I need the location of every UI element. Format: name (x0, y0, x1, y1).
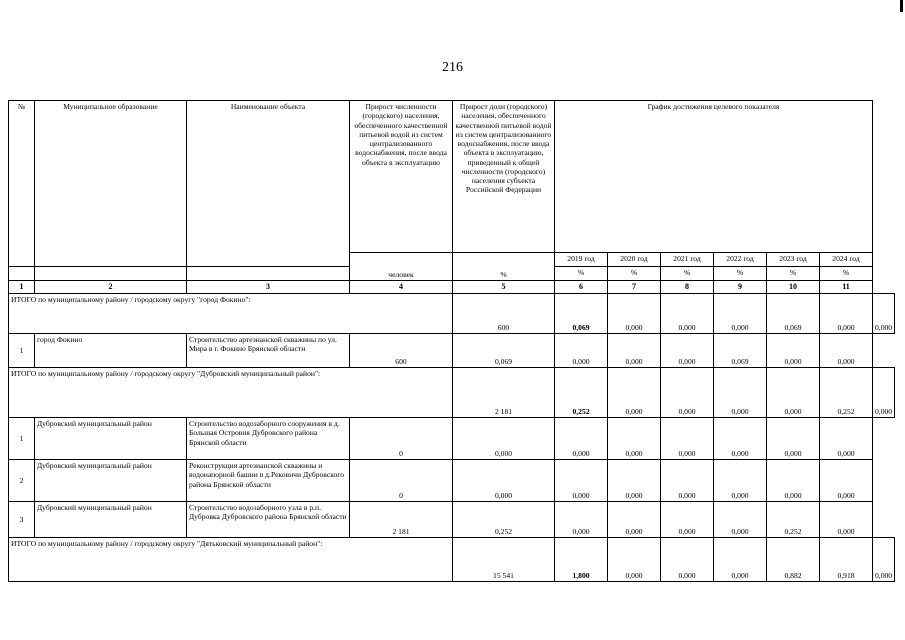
year-value: 0,000 (873, 538, 895, 582)
year-value: 0,000 (767, 368, 820, 418)
year-value: 0,000 (714, 294, 767, 334)
total-row (9, 538, 895, 582)
scan-mark (900, 0, 903, 12)
growth-people-value: 0 (350, 460, 453, 502)
growth-share-value: 1,800 (555, 538, 608, 582)
row-number: 3 (9, 502, 35, 538)
header-unit-year: % (661, 267, 714, 281)
growth-share-value: 0,069 (555, 294, 608, 334)
object-row (9, 418, 895, 460)
year-value: 0,000 (767, 418, 820, 460)
year-value: 0,000 (767, 334, 820, 368)
header-schedule: График достижения целевого показателя (555, 101, 873, 253)
total-label: ИТОГО по муниципальному району / городскому округу "город Фокино": (9, 294, 453, 334)
year-value: 0,000 (608, 502, 661, 538)
column-number: 3 (187, 281, 350, 294)
header-unit-year: % (608, 267, 661, 281)
year-value: 0,000 (820, 334, 873, 368)
year-value: 0,882 (767, 538, 820, 582)
year-value: 0,000 (661, 334, 714, 368)
year-value: 0,252 (820, 368, 873, 418)
header-unit-year: % (820, 267, 873, 281)
year-value: 0,918 (820, 538, 873, 582)
year-value: 0,000 (608, 418, 661, 460)
growth-share-value: 0,252 (453, 502, 555, 538)
growth-people-value: 2 181 (350, 502, 453, 538)
year-value: 0,000 (555, 418, 608, 460)
object-name: Строительство артезианской скважины по ул. Мира в г. Фокино Брянской области (187, 334, 350, 368)
year-value: 0,000 (661, 368, 714, 418)
year-value: 0,000 (661, 294, 714, 334)
year-value: 0,000 (714, 502, 767, 538)
row-number: 1 (9, 334, 35, 368)
year-value: 0,000 (820, 460, 873, 502)
header-unit-share: % (453, 253, 555, 281)
municipality-name: Дубровский муниципальный район (35, 460, 187, 502)
header-object: Наименование объекта (187, 101, 350, 267)
column-number: 6 (555, 281, 608, 294)
column-number: 7 (608, 281, 661, 294)
year-value: 0,000 (555, 460, 608, 502)
year-value: 0,000 (661, 538, 714, 582)
year-value: 0,000 (820, 502, 873, 538)
year-value: 0,000 (873, 368, 895, 418)
year-value: 0,000 (714, 418, 767, 460)
header-year: 2024 год (820, 253, 873, 267)
column-number: 1 (9, 281, 35, 294)
column-number: 2 (35, 281, 187, 294)
total-row (9, 294, 895, 334)
header-year: 2022 год (714, 253, 767, 267)
object-name: Реконструкция артезианской скважины и водонапорной башни в д.Рековичи Дубровского района Брянской области (187, 460, 350, 502)
growth-people-value: 600 (453, 294, 555, 334)
total-label: ИТОГО по муниципальному району / городскому округу "Дубровский муниципальный район": (9, 368, 453, 418)
year-value: 0,000 (555, 334, 608, 368)
row-number: 1 (9, 418, 35, 460)
growth-share-value: 0,252 (555, 368, 608, 418)
growth-people-value: 0 (350, 418, 453, 460)
object-row (9, 460, 895, 502)
year-value: 0,000 (608, 368, 661, 418)
header-year: 2023 год (767, 253, 820, 267)
year-value: 0,000 (661, 418, 714, 460)
header-municipality: Муниципальное образование (35, 101, 187, 267)
header-row-main (9, 101, 895, 253)
year-value: 0,000 (661, 502, 714, 538)
year-value: 0,000 (608, 334, 661, 368)
page-number: 216 (442, 60, 463, 75)
column-number: 10 (767, 281, 820, 294)
year-value: 0,000 (608, 460, 661, 502)
header-growth-share: Прирост доли (городского) населения, обеспеченного качественной питьевой водой из систем централизованного водоснабжения, после ввода объекта в эксплуатацию, приведенный к общей численности (городского) населения субъекта Российской Федерации (453, 101, 555, 253)
header-growth-people: Прирост численности (городского) населения, обеспеченного качественной питьевой водой из систем централизованного водоснабжения, после ввода объекта в эксплуатацию (350, 101, 453, 253)
header-unit-year: % (714, 267, 767, 281)
growth-share-value: 0,000 (453, 418, 555, 460)
column-number: 5 (453, 281, 555, 294)
year-value: 0,000 (555, 502, 608, 538)
total-row (9, 368, 895, 418)
column-number: 9 (714, 281, 767, 294)
year-value: 0,000 (661, 460, 714, 502)
municipality-name: Дубровский муниципальный район (35, 502, 187, 538)
growth-share-value: 0,000 (453, 460, 555, 502)
year-value: 0,000 (767, 460, 820, 502)
growth-people-value: 2 181 (453, 368, 555, 418)
year-value: 0,000 (608, 538, 661, 582)
total-label: ИТОГО по муниципальному району / городскому округу "Дятьковский муниципальный район": (9, 538, 453, 582)
object-name: Строительство водозаборного сооружения в д. Большая Островня Дубровского района Брянской области (187, 418, 350, 460)
year-value: 0,000 (714, 368, 767, 418)
year-value: 0,000 (608, 294, 661, 334)
header-year: 2020 год (608, 253, 661, 267)
column-number: 4 (350, 281, 453, 294)
header-year: 2021 год (661, 253, 714, 267)
year-value: 0,069 (767, 294, 820, 334)
target-indicator-table (8, 100, 895, 582)
year-value: 0,252 (767, 502, 820, 538)
growth-people-value: 15 541 (453, 538, 555, 582)
column-number-row (9, 281, 895, 294)
header-unit-year: % (555, 267, 608, 281)
year-value: 0,000 (873, 294, 895, 334)
municipality-name: Дубровский муниципальный район (35, 418, 187, 460)
growth-people-value: 600 (350, 334, 453, 368)
year-value: 0,000 (820, 418, 873, 460)
object-name: Строительство водозаборного узла в р.п. Дубровка Дубровского района Брянской области (187, 502, 350, 538)
column-number: 11 (820, 281, 873, 294)
row-number: 2 (9, 460, 35, 502)
header-unit-people: человек (350, 253, 453, 281)
header-year: 2019 год (555, 253, 608, 267)
year-value: 0,000 (820, 294, 873, 334)
header-no: № (9, 101, 35, 267)
header-unit-year: % (767, 267, 820, 281)
column-number: 8 (661, 281, 714, 294)
year-value: 0,000 (714, 538, 767, 582)
year-value: 0,000 (714, 460, 767, 502)
year-value: 0,069 (714, 334, 767, 368)
growth-share-value: 0,069 (453, 334, 555, 368)
object-row (9, 334, 895, 368)
municipality-name: город Фокино (35, 334, 187, 368)
object-row (9, 502, 895, 538)
